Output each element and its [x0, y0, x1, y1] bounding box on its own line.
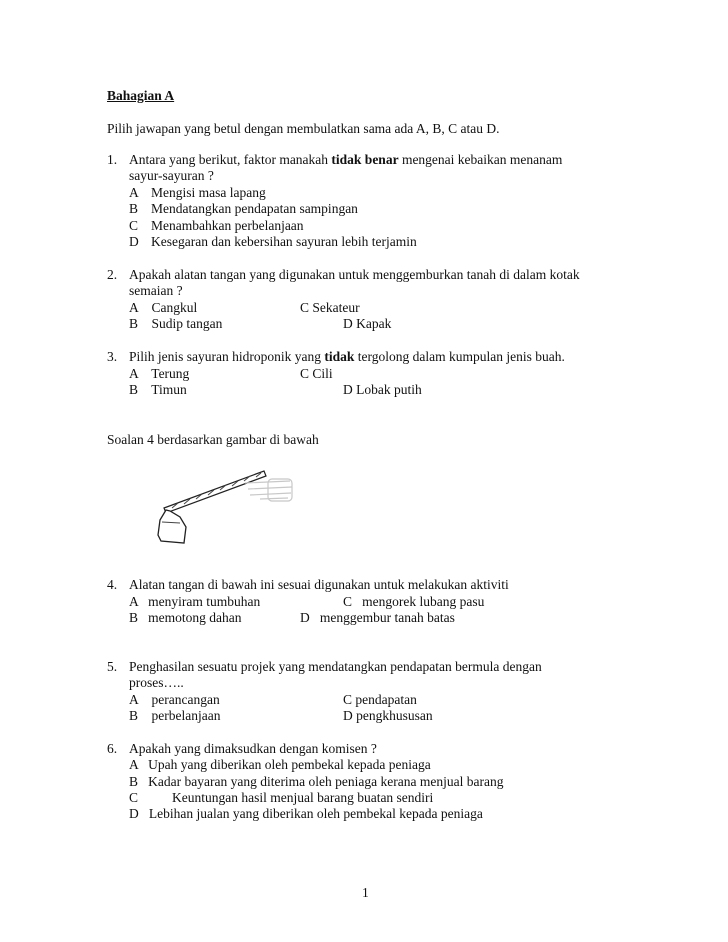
option-text: Mengisi masa lapang — [151, 185, 266, 200]
section-title: Bahagian A — [107, 88, 175, 103]
question-text: Alatan tangan di bawah ini sesuai digunakan untuk melakukan aktiviti — [129, 577, 509, 592]
hoe-handle — [164, 471, 266, 513]
option-c: C Sekateur — [300, 300, 360, 315]
question-number: 4. — [107, 577, 118, 592]
option-letter: C — [129, 218, 139, 233]
option-a: A Upah yang diberikan oleh pembekal kepada peniaga — [129, 757, 431, 772]
option-b: B Timun — [129, 382, 187, 397]
option-d: D pengkhususan — [343, 708, 433, 723]
option-d: D Kapak — [343, 316, 392, 331]
option-d — [129, 234, 417, 250]
hoe-illustration — [150, 465, 300, 550]
question-number: 5. — [107, 659, 118, 674]
question-4-intro: Soalan 4 berdasarkan gambar di bawah — [107, 432, 319, 447]
option-c: C Cili — [300, 366, 333, 381]
question-number: 2. — [107, 267, 118, 282]
option-c — [129, 218, 304, 234]
option-a: A perancangan — [129, 692, 220, 707]
option-letter: D — [129, 234, 139, 249]
option-d: D Lebihan jualan yang diberikan oleh pembekal kepada peniaga — [129, 806, 483, 821]
option-a: A menyiram tumbuhan — [129, 594, 261, 609]
option-c: C pendapatan — [343, 692, 417, 707]
option-text: Kesegaran dan kebersihan sayuran lebih terjamin — [151, 234, 417, 249]
option-b: B Sudip tangan — [129, 316, 223, 331]
option-a: A Terung — [129, 366, 190, 381]
question-text-part: tergolong dalam kumpulan jenis buah. — [354, 349, 565, 364]
option-letter: B — [129, 201, 139, 216]
option-text: Menambahkan perbelanjaan — [151, 218, 304, 233]
option-b: B Kadar bayaran yang diterima oleh peniaga kerana menjual barang — [129, 774, 504, 789]
question-text: Apakah alatan tangan yang digunakan untuk menggemburkan tanah di dalam kotak — [129, 267, 580, 282]
option-d: D Lobak putih — [343, 382, 422, 397]
option-letter: A — [129, 185, 139, 200]
question-text-part: Antara yang berikut, faktor manakah — [129, 152, 332, 167]
question-text-line2: semaian ? — [129, 283, 183, 298]
question-number: 1. — [107, 152, 118, 167]
question-text — [129, 152, 562, 168]
option-c-text: Keuntungan hasil menjual barang buatan sendiri — [172, 790, 434, 805]
option-a: A Cangkul — [129, 300, 198, 315]
option-text: Mendatangkan pendapatan sampingan — [151, 201, 358, 216]
option-d: D menggembur tanah batas — [300, 610, 455, 625]
question-text — [129, 349, 565, 365]
question-text-part: mengenai kebaikan menanam — [398, 152, 563, 167]
question-text-line2: proses….. — [129, 675, 184, 690]
question-text-line2: sayur-sayuran ? — [129, 168, 214, 183]
question-emphasis: tidak — [324, 349, 355, 364]
page-number: 1 — [362, 885, 369, 900]
hoe-blade — [158, 510, 186, 543]
question-text: Apakah yang dimaksudkan dengan komisen ? — [129, 741, 377, 756]
option-c: C mengorek lubang pasu — [343, 594, 485, 609]
option-c-letter: C — [129, 790, 139, 805]
option-b: B memotong dahan — [129, 610, 242, 625]
instruction: Pilih jawapan yang betul dengan membulatkan sama ada A, B, C atau D. — [107, 121, 500, 136]
question-text: Penghasilan sesuatu projek yang mendatangkan pendapatan bermula dengan — [129, 659, 542, 674]
option-b — [129, 201, 358, 217]
question-number: 6. — [107, 741, 118, 756]
option-a — [129, 185, 266, 201]
option-b: B perbelanjaan — [129, 708, 221, 723]
question-text-part: Pilih jenis sayuran hidroponik yang — [129, 349, 325, 364]
background-shading — [245, 479, 292, 501]
question-number: 3. — [107, 349, 118, 364]
question-emphasis: tidak benar — [331, 152, 399, 167]
